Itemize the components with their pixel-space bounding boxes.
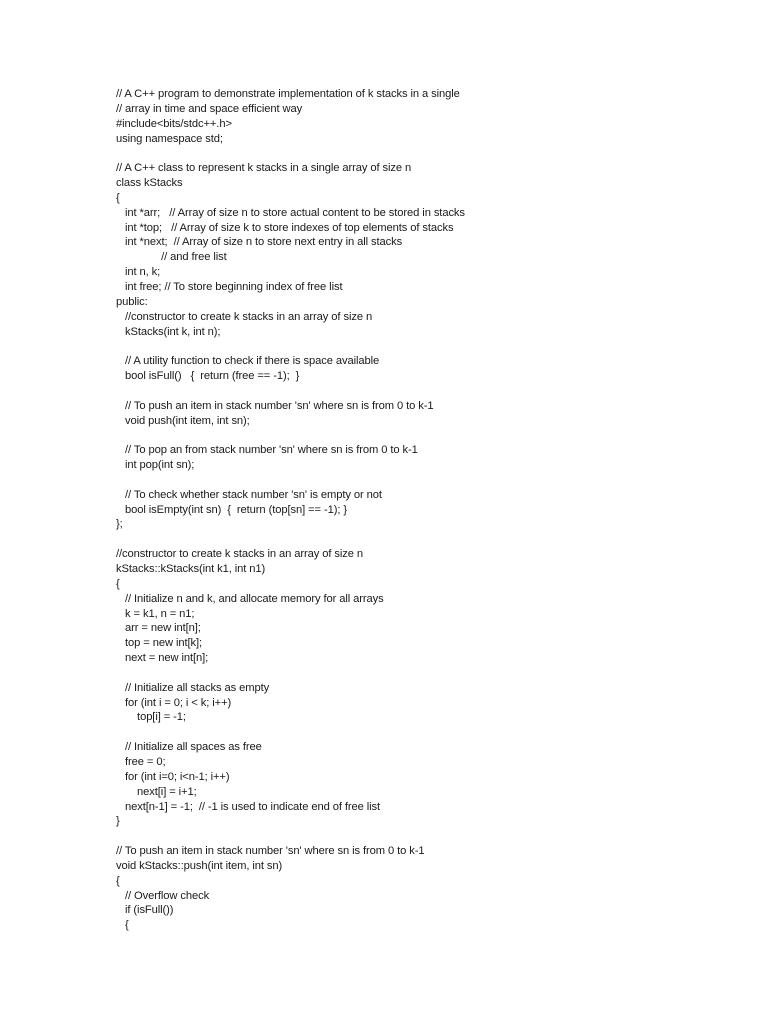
code-line: { bbox=[116, 577, 120, 590]
code-line: #include<bits/stdc++.h> bbox=[116, 117, 232, 130]
code-line bbox=[116, 532, 736, 547]
code-line: { bbox=[116, 191, 120, 204]
code-line: public: bbox=[116, 295, 148, 308]
code-line: next = new int[n]; bbox=[116, 652, 209, 665]
code-line: bool isEmpty(int sn) { return (top[sn] == -1); } bbox=[116, 503, 347, 516]
code-line: arr = new int[n]; bbox=[116, 622, 201, 635]
code-line: // To push an item in stack number 'sn' where sn is from 0 to k-1 bbox=[116, 399, 434, 412]
code-line: next[n-1] = -1; // -1 is used to indicate end of free list bbox=[116, 800, 380, 813]
code-line: // A C++ program to demonstrate implementation of k stacks in a single bbox=[116, 88, 460, 100]
code-line: //constructor to create k stacks in an array of size n bbox=[116, 310, 373, 323]
code-line bbox=[116, 428, 736, 443]
code-line: // To pop an from stack number 'sn' where sn is from 0 to k-1 bbox=[116, 444, 418, 457]
code-line: int n, k; bbox=[116, 266, 161, 279]
code-line: top = new int[k]; bbox=[116, 637, 202, 650]
code-line bbox=[116, 725, 736, 740]
code-line: int *arr; // Array of size n to store actual content to be stored in stacks bbox=[116, 206, 465, 219]
code-line: kStacks::kStacks(int k1, int n1) bbox=[116, 563, 266, 575]
code-line: next[i] = i+1; bbox=[116, 785, 197, 798]
code-line: using namespace std; bbox=[116, 132, 223, 145]
code-line: // A C++ class to represent k stacks in a single array of size n bbox=[116, 162, 412, 175]
code-line bbox=[116, 384, 736, 399]
code-line: bool isFull() { return (free == -1); } bbox=[116, 370, 300, 383]
code-line: for (int i = 0; i < k; i++) bbox=[116, 696, 232, 709]
code-line: { bbox=[116, 919, 129, 932]
code-line: // To check whether stack number 'sn' is empty or not bbox=[116, 488, 382, 501]
code-line: void kStacks::push(int item, int sn) bbox=[116, 859, 283, 872]
code-line: int *top; // Array of size k to store indexes of top elements of stacks bbox=[116, 221, 454, 234]
code-line: k = k1, n = n1; bbox=[116, 607, 195, 620]
code-line: if (isFull()) bbox=[116, 904, 174, 917]
code-line: // Initialize all stacks as empty bbox=[116, 681, 270, 694]
code-line: free = 0; bbox=[116, 755, 166, 768]
code-line: kStacks(int k, int n); bbox=[116, 325, 221, 338]
code-line bbox=[116, 473, 736, 488]
code-line: top[i] = -1; bbox=[116, 711, 186, 724]
code-line: // array in time and space efficient way bbox=[116, 102, 303, 115]
code-line: //constructor to create k stacks in an array of size n bbox=[116, 548, 364, 561]
code-line: class kStacks bbox=[116, 177, 183, 190]
code-line: }; bbox=[116, 518, 123, 531]
code-line: // Initialize n and k, and allocate memory for all arrays bbox=[116, 592, 384, 605]
code-line: int *next; // Array of size n to store next entry in all stacks bbox=[116, 236, 403, 249]
code-line bbox=[116, 339, 736, 354]
code-line: // Overflow check bbox=[116, 889, 210, 902]
code-line: // and free list bbox=[116, 251, 227, 264]
code-line: { bbox=[116, 874, 120, 887]
code-line: } bbox=[116, 815, 120, 828]
code-line: // A utility function to check if there is space available bbox=[116, 355, 380, 368]
code-line: void push(int item, int sn); bbox=[116, 414, 250, 427]
code-line: // Initialize all spaces as free bbox=[116, 741, 262, 754]
code-line: int free; // To store beginning index of free list bbox=[116, 280, 343, 293]
code-line: // To push an item in stack number 'sn' where sn is from 0 to k-1 bbox=[116, 845, 425, 858]
code-line: int pop(int sn); bbox=[116, 459, 195, 472]
code-line: for (int i=0; i<n-1; i++) bbox=[116, 770, 230, 783]
code-line bbox=[116, 146, 736, 161]
code-line bbox=[116, 666, 736, 681]
code-line bbox=[116, 829, 736, 844]
code-listing bbox=[116, 87, 736, 933]
